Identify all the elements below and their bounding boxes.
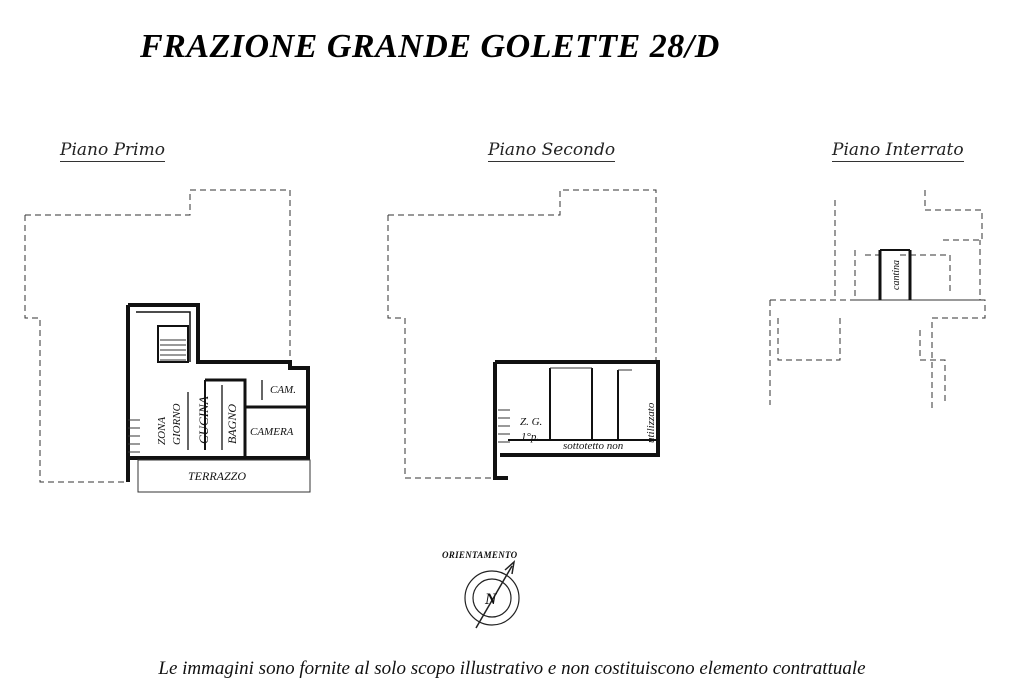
label-cantina: cantina [891, 260, 902, 290]
stairs [158, 326, 188, 362]
label-terrazzo: TERRAZZO [188, 469, 247, 483]
page-title: FRAZIONE GRANDE GOLETTE 28/D [140, 28, 720, 65]
disclaimer: Le immagini sono fornite al solo scopo illustrativo e non costituiscono elemento contrattuale [158, 658, 866, 679]
label-giorno: GIORNO [171, 403, 183, 445]
north-label: N [485, 591, 497, 608]
label-zg: Z. G. [520, 416, 543, 428]
label-camera: CAMERA [250, 426, 294, 438]
label-cam: CAM. [270, 384, 296, 396]
label-zona: ZONA [156, 416, 168, 445]
heading-piano-secondo: Piano Secondo [488, 140, 616, 160]
label-bagno: BAGNO [225, 404, 239, 444]
label-zg-floor: 1°p. [521, 431, 540, 443]
label-utilizzato: utilizzato [645, 402, 657, 443]
label-cucina: CUCINA [196, 396, 211, 444]
orientation-label: ORIENTAMENTO [442, 550, 518, 560]
plan-piano-interrato [770, 190, 985, 410]
heading-piano-primo: Piano Primo [60, 140, 165, 160]
heading-piano-interrato: Piano Interrato [832, 140, 964, 160]
plan-piano-primo [25, 190, 310, 492]
label-sottotetto: sottotetto non [563, 440, 624, 452]
